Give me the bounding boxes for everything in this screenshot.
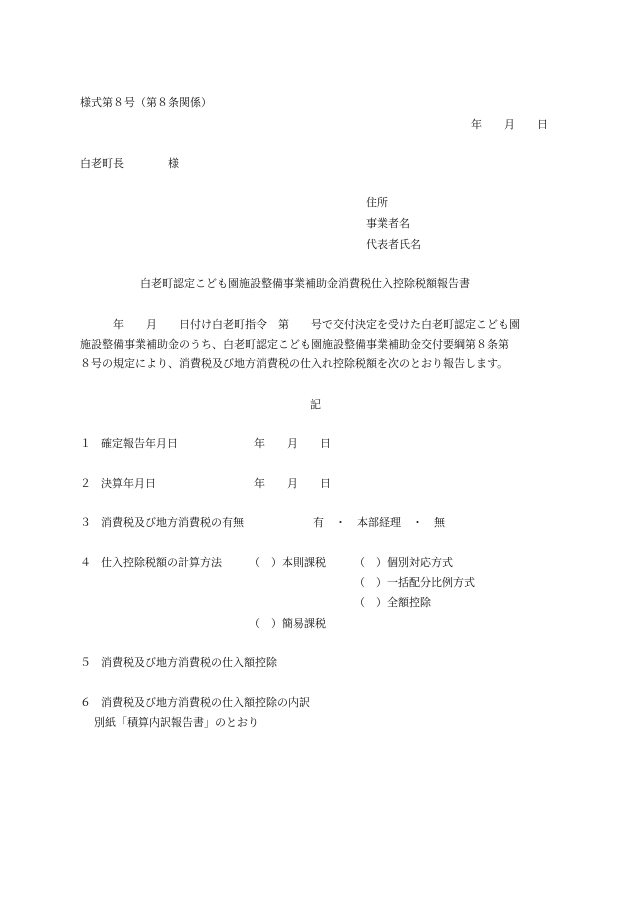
item-number: ４: [80, 556, 91, 569]
item-label: 決算年月日: [101, 477, 156, 490]
zengaku-option: （ ）全額控除: [354, 596, 431, 609]
document-title: 白老町認定こども園施設整備事業補助金消費税仕入控除税額報告書: [140, 277, 470, 290]
item-value: 年 月 日: [254, 477, 331, 490]
item-label: 仕入控除税額の計算方法: [101, 556, 222, 569]
item-number: ３: [80, 516, 91, 529]
item-number: ２: [80, 477, 91, 490]
representative-name-label: 代表者氏名: [366, 238, 421, 251]
report-date: 年 月 日: [471, 118, 548, 131]
item-label: 消費税及び地方消費税の仕入額控除: [101, 656, 277, 669]
item-value: 有 ・ 本部経理 ・ 無: [313, 516, 445, 529]
item-number: ６: [80, 696, 91, 709]
item-detail: 別紙「積算内訳報告書」のとおり: [94, 716, 259, 729]
addressee: 白老町長 様: [80, 157, 179, 170]
body-line: 施設整備事業補助金のうち、白老町認定こども園施設整備事業補助金交付要綱第８条第: [80, 338, 509, 351]
body-line: 年 月 日付け白老町指令 第 号で交付決定を受けた白老町認定こども園: [113, 318, 520, 331]
item-number: ５: [80, 656, 91, 669]
body-line: ８号の規定により、消費税及び地方消費税の仕入れ控除税額を次のとおり報告します。: [80, 357, 509, 370]
kobetsu-option: （ ）個別対応方式: [354, 556, 453, 569]
kan-i-option: （ ）簡易課税: [249, 617, 326, 630]
item-value: 年 月 日: [254, 437, 331, 450]
item-label: 消費税及び地方消費税の仕入額控除の内訳: [101, 696, 310, 709]
ikkatsu-option: （ ）一括配分比例方式: [354, 576, 475, 589]
item-label: 消費税及び地方消費税の有無: [101, 516, 244, 529]
address-label: 住所: [366, 196, 388, 209]
business-name-label: 事業者名: [366, 217, 410, 230]
ki-heading: 記: [310, 398, 321, 411]
item-label: 確定報告年月日: [101, 437, 178, 450]
item-number: １: [80, 437, 91, 450]
honsoku-option: （ ）本則課税: [249, 556, 326, 569]
form-label: 様式第８号（第８条関係）: [80, 96, 212, 109]
